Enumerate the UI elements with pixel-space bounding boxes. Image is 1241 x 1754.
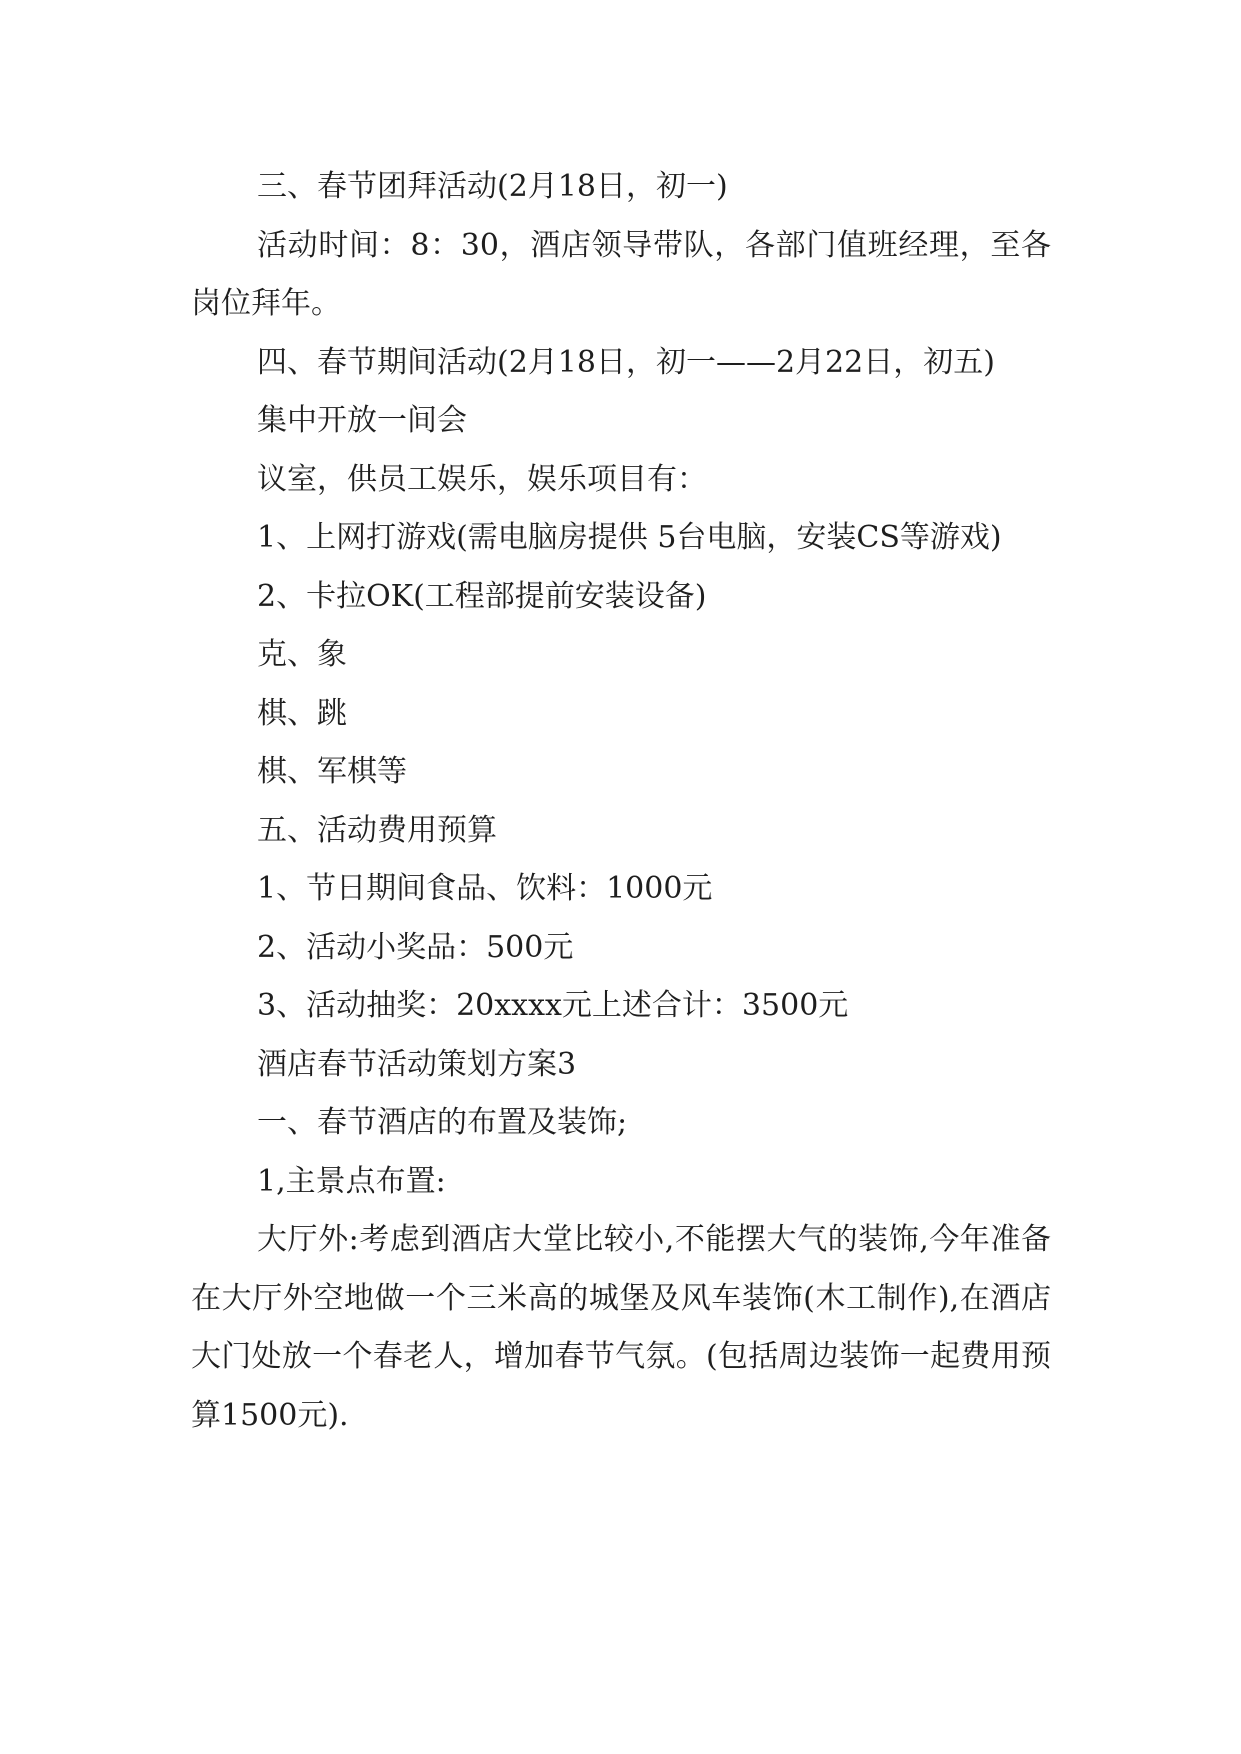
paragraph-open-room: 集中开放一间会 [257, 403, 467, 438]
list-item-karaoke: 2、卡拉OK(工程部提前安装设备) [257, 578, 707, 614]
paragraph-games-1: 克、象 [257, 637, 347, 672]
paragraph-games-3: 棋、军棋等 [257, 754, 407, 789]
paragraph-meeting-room: 议室，供员工娱乐，娱乐项目有： [257, 461, 707, 497]
list-item-online-games: 1、上网打游戏(需电脑房提供 5台电脑，安装CS等游戏) [257, 520, 1002, 555]
section-heading-decoration: 一、春节酒店的布置及装饰; [257, 1105, 628, 1140]
list-item-prize-budget: 2、活动小奖品：500元 [257, 929, 574, 965]
paragraph-activity-time: 活动时间：8：30，酒店领导带队，各部门值班经理，至各岗位拜年。 [191, 227, 1051, 321]
paragraph-games-2: 棋、跳 [257, 695, 347, 731]
document-body [191, 158, 1051, 1445]
list-item-lottery-budget: 3、活动抽奖：20xxxx元上述合计：3500元 [257, 988, 849, 1023]
paragraph-lobby-exterior: 大厅外:考虑到酒店大堂比较小,不能摆大气的装饰,今年准备在大厅外空地做一个三米高的城堡及风车装饰(木工制作),在酒店大门处放一个春老人，增加春节气氛。(包括周边装饰一起费用预算1500元). [191, 1222, 1051, 1433]
section-heading-new-year-greeting: 三、春节团拜活动(2月18日，初一) [257, 169, 728, 204]
list-item-main-spot: 1,主景点布置: [257, 1163, 446, 1199]
section-heading-festival-activities: 四、春节期间活动(2月18日，初一——2月22日，初五) [257, 344, 995, 380]
section-heading-budget: 五、活动费用预算 [257, 812, 497, 848]
plan-title: 酒店春节活动策划方案3 [257, 1046, 577, 1082]
list-item-food-budget: 1、节日期间食品、饮料：1000元 [257, 871, 713, 906]
